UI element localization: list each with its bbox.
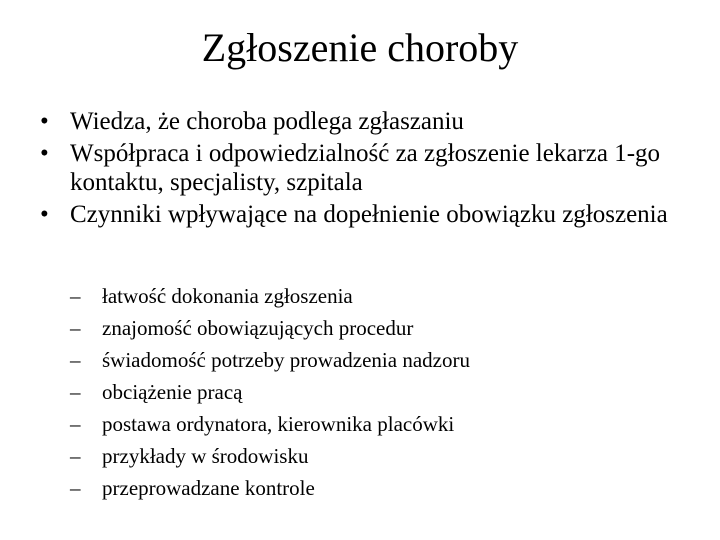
dash-icon: – (70, 348, 81, 372)
sub-bullet-text: obciążenie pracą (102, 380, 243, 404)
sub-bullet-list (70, 280, 690, 504)
sub-bullet-text: przykłady w środowisku (102, 444, 309, 468)
bullet-item (40, 139, 700, 197)
sub-bullet-item (70, 312, 690, 344)
slide-title: Zgłoszenie choroby (201, 25, 519, 70)
bullet-text: Czynniki wpływające na dopełnienie obowiązku zgłoszenia (70, 201, 668, 228)
sub-bullet-item (70, 408, 690, 440)
dash-icon: – (70, 444, 81, 468)
sub-bullet-text: postawa ordynatora, kierownika placówki (102, 412, 455, 436)
sub-bullet-text: przeprowadzane kontrole (102, 476, 315, 500)
bullet-text: Wiedza, że choroba podlega zgłaszaniu (70, 108, 464, 135)
dash-icon: – (70, 284, 81, 308)
sub-bullet-text: łatwość dokonania zgłoszenia (102, 284, 353, 308)
bullet-icon: • (40, 108, 49, 135)
sub-bullet-item (70, 472, 690, 504)
bullet-text: Współpraca i odpowiedzialność za zgłoszenie lekarza 1-go kontaktu, specjalisty, szpitala (70, 140, 661, 196)
dash-icon: – (70, 412, 81, 436)
sub-bullet-text: znajomość obowiązujących procedur (102, 316, 414, 340)
bullet-icon: • (40, 140, 49, 167)
dash-icon: – (70, 476, 81, 500)
bullet-icon: • (40, 201, 49, 228)
sub-bullet-item (70, 344, 690, 376)
bullet-item (40, 200, 700, 229)
sub-bullet-text: świadomość potrzeby prowadzenia nadzoru (102, 348, 470, 372)
dash-icon: – (70, 380, 81, 404)
sub-bullet-item (70, 376, 690, 408)
bullet-item (40, 107, 700, 136)
bullet-list (40, 107, 700, 232)
sub-bullet-item (70, 440, 690, 472)
dash-icon: – (70, 316, 81, 340)
sub-bullet-item (70, 280, 690, 312)
